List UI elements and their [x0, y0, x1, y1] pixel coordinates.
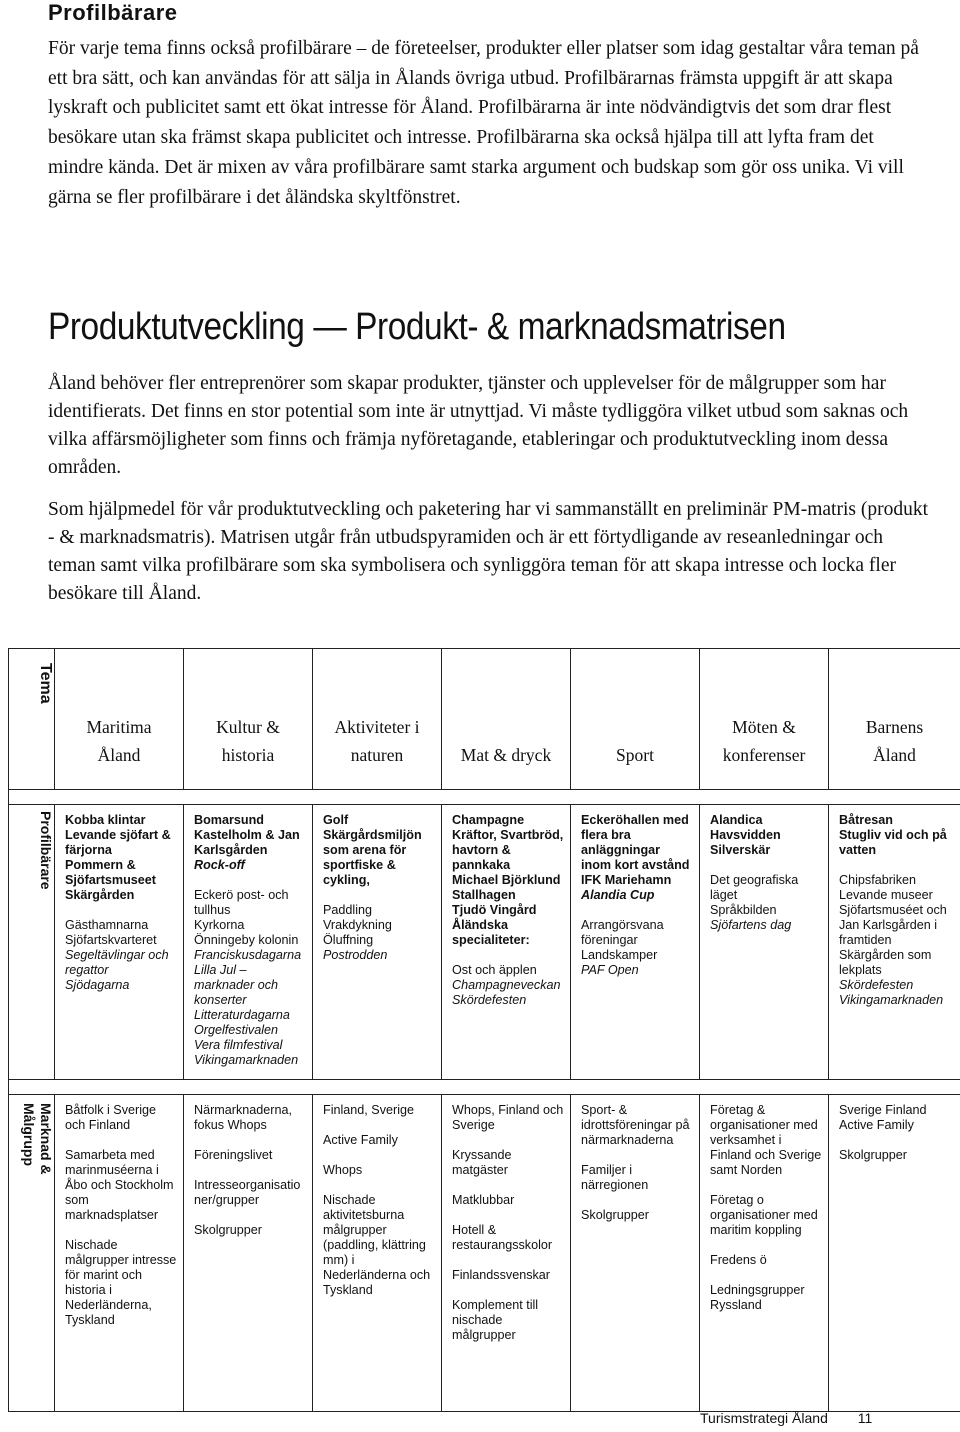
cell-line: Vikingamarknaden: [194, 1053, 299, 1067]
cell-line: Finlandssvenskar: [452, 1268, 550, 1282]
theme-label: Möten & konferenser: [722, 717, 806, 765]
line-gap: [581, 903, 693, 918]
cell-line: Kobba klintar: [65, 813, 146, 827]
cell-line: Skolgrupper: [194, 1223, 262, 1237]
cell-line: Ledningsgrupper Ryssland: [710, 1283, 805, 1312]
line-gap: [65, 1133, 177, 1148]
theme-label: Barnens Åland: [865, 717, 924, 765]
section-heading-profilbarare: Profilbärare: [48, 0, 178, 25]
page-footer: [700, 1410, 898, 1426]
marknad-cell: [442, 1095, 571, 1412]
cell-line: Paddling: [323, 903, 373, 917]
pm-matrix-table: [8, 648, 960, 1412]
row-header-tema: [9, 649, 55, 790]
cell-line: Eckerö post- och tullhus: [194, 888, 289, 917]
footer-title: Turismstrategi Åland: [700, 1410, 828, 1426]
profilbarare-paragraph: För varje tema finns också profilbärare – de företeelser, produkter eller platser som idag gestaltar våra teman på ett bra sätt, och kan användas för att sälja in Ålands övriga utbud. Profilbärarnas främsta uppgift är att skapa lyskraft och publicitet samt ett ökat intresse för Åland. Profilbärarna är inte nödvändigtvis det som drar flest besökare utan ska främst skapa publicitet och intresse. Profilbärarna ska också hjälpa till att lyfta fram det mindre kända. Det är mixen av våra profilbärare samt starka argument och budskap som gör oss unika. Vi vill gärna se fler profilbärare i det åländska skyltfönstret.: [48, 38, 919, 208]
line-gap: [839, 1133, 954, 1148]
cell-line: Litteraturdagarna: [194, 1008, 290, 1022]
cell-line: Sjödagarna: [65, 978, 130, 992]
cell-line: Intresseorganisatio ner/grupper: [194, 1178, 301, 1207]
cell-line: Fredens ö: [710, 1253, 767, 1267]
cell-line: Chipsfabriken: [839, 873, 917, 887]
theme-header-cell: [571, 649, 700, 790]
cell-line: Föreningslivet: [194, 1148, 273, 1162]
cell-line: Champagneveckan: [452, 978, 561, 992]
line-gap: [710, 1238, 822, 1253]
marknad-cell: [571, 1095, 700, 1412]
row-header-profilbarare: [9, 805, 55, 1080]
theme-label: Sport: [616, 745, 654, 765]
line-gap: [710, 1268, 822, 1283]
cell-line: Stugliv vid och på vatten: [839, 828, 947, 857]
cell-line: Skördefesten: [839, 978, 914, 992]
matrix-row-spacer: [9, 1080, 960, 1095]
cell-line: Åländska specialiteter:: [452, 918, 530, 947]
cell-line: Vera filmfestival: [194, 1038, 283, 1052]
cell-line: Stallhagen: [452, 888, 516, 902]
line-gap: [710, 858, 822, 873]
cell-line: Företag o organisationer med maritim koppling: [710, 1193, 818, 1237]
matrix-row-tema: [9, 649, 960, 790]
cell-line: Bomarsund: [194, 813, 264, 827]
cell-line: Nischade aktivitetsburna målgrupper (paddling, klättring mm) i Nederländerna och Tyskland: [323, 1193, 431, 1297]
line-gap: [581, 1193, 693, 1208]
section-heading-produktutveckling: Produktutveckling — Produkt- & marknadsmatrisen: [48, 306, 786, 348]
cell-line: Golf: [323, 813, 349, 827]
line-gap: [323, 1118, 435, 1133]
line-gap: [65, 903, 177, 918]
cell-line: Sport- & idrottsföreningar på närmarknaderna: [581, 1103, 690, 1147]
produktutveckling-paragraph-1: Åland behöver fler entreprenörer som skapar produkter, tjänster och upplevelser för de målgrupper som har identifierats. Det finns en stor potential som inte är utnyttjad. Vi måste tydliggöra vilket utbud som saknas och vilka affärsmöjligheter som finns och främja nyföretagande, etableringar och produktutveckling inom dessa områden.: [48, 373, 909, 478]
cell-line: Sverige Finland: [839, 1103, 927, 1117]
line-gap: [452, 1283, 564, 1298]
cell-line: Vikingamarknaden: [839, 993, 944, 1007]
cell-line: Nischade målgrupper intresse för marint och historia i Nederländerna, Tyskland: [65, 1238, 177, 1327]
cell-line: Hotell & restaurangsskolor: [452, 1223, 553, 1252]
theme-header-cell: [700, 649, 829, 790]
cell-line: Skolgrupper: [581, 1208, 649, 1222]
cell-line: Ost och äpplen: [452, 963, 537, 977]
cell-line: Skärgårdsmiljön som arena för sportfiske & cykling,: [323, 828, 422, 887]
cell-line: Champagne: [452, 813, 525, 827]
cell-line: Alandia Cup: [581, 888, 655, 902]
profilbarare-cell: [442, 805, 571, 1080]
cell-line: Företag & organisationer med verksamhet i Finland och Sverige samt Norden: [710, 1103, 822, 1177]
cell-line: Familjer i närregionen: [581, 1163, 649, 1192]
cell-line: Skördefesten: [452, 993, 527, 1007]
row-spacer-cell: [9, 1080, 960, 1095]
marknad-cell: [313, 1095, 442, 1412]
line-gap: [452, 948, 564, 963]
cell-line: Pommern & Sjöfartsmuseet: [65, 858, 156, 887]
cell-line: Närmarknaderna, fokus Whops: [194, 1103, 292, 1132]
theme-label: Aktiviteter i naturen: [334, 717, 420, 765]
cell-line: Båtfolk i Sverige och Finland: [65, 1103, 156, 1132]
cell-line: Gästhamnarna: [65, 918, 149, 932]
cell-line: Segeltävlingar och regattor: [65, 948, 169, 977]
profilbarare-cell: [184, 805, 313, 1080]
cell-line: PAF Open: [581, 963, 639, 977]
cell-line: Orgelfestivalen: [194, 1023, 278, 1037]
line-gap: [323, 1148, 435, 1163]
row-spacer-cell: [9, 790, 960, 805]
cell-line: Michael Björklund: [452, 873, 561, 887]
row-label-tema: Tema: [37, 663, 54, 704]
line-gap: [839, 858, 954, 873]
line-gap: [452, 1208, 564, 1223]
cell-line: Whops: [323, 1163, 363, 1177]
produktutveckling-paragraph-2: Som hjälpmedel för vår produktutveckling och paketering har vi sammanställt en preliminär PM-matris (produkt - & marknadsmatris). Matrisen utgår från utbudspyramiden och är ett förtydligande av reseanledningar och teman samt vilka profilbärare som ska symbolisera och synliggöra teman för att skapa intresse och locka fler besökare till Åland.: [48, 499, 928, 604]
profilbarare-cell: [313, 805, 442, 1080]
line-gap: [323, 1178, 435, 1193]
theme-label: Maritima Åland: [86, 717, 152, 765]
theme-label: Kultur & historia: [216, 717, 280, 765]
marknad-cell: [829, 1095, 960, 1412]
cell-line: Sjöfartskvarteret: [65, 933, 157, 947]
cell-line: Levande museer: [839, 888, 933, 902]
line-gap: [65, 1223, 177, 1238]
cell-line: Franciskusdagarna: [194, 948, 302, 962]
cell-line: Skolgrupper: [839, 1148, 907, 1162]
theme-header-cell: [55, 649, 184, 790]
line-gap: [452, 1178, 564, 1193]
cell-line: Eckeröhallen med flera bra anläggningar inom kort avstånd: [581, 813, 690, 872]
cell-line: Whops, Finland och Sverige: [452, 1103, 564, 1132]
cell-line: Alandica: [710, 813, 763, 827]
cell-line: Vrakdykning: [323, 918, 392, 932]
cell-line: Samarbeta med marinmuséerna i Åbo och Stockholm som marknadsplatser: [65, 1148, 174, 1222]
cell-line: Kastelholm & Jan Karlsgården: [194, 828, 300, 857]
matrix-row-marknad: [9, 1095, 960, 1412]
line-gap: [452, 1253, 564, 1268]
cell-line: Active Family: [839, 1118, 914, 1132]
line-gap: [581, 1148, 693, 1163]
theme-header-cell: [829, 649, 960, 790]
row-label-profilbarare: Profilbärare: [38, 811, 54, 890]
cell-line: IFK Mariehamn: [581, 873, 672, 887]
cell-line: Önningeby kolonin: [194, 933, 299, 947]
line-gap: [452, 1133, 564, 1148]
marknad-cell: [55, 1095, 184, 1412]
cell-line: Kryssande matgäster: [452, 1148, 512, 1177]
cell-line: Havsvidden: [710, 828, 781, 842]
line-gap: [194, 1208, 306, 1223]
profilbarare-cell: [700, 805, 829, 1080]
cell-line: Öluffning: [323, 933, 374, 947]
cell-line: Båtresan: [839, 813, 893, 827]
cell-line: Rock-off: [194, 858, 245, 872]
cell-line: Kyrkorna: [194, 918, 245, 932]
cell-line: Levande sjöfart & färjorna: [65, 828, 171, 857]
row-header-marknad: [9, 1095, 55, 1412]
cell-line: Landskamper: [581, 948, 658, 962]
theme-header-cell: [442, 649, 571, 790]
cell-line: Arrangörsvana föreningar: [581, 918, 664, 947]
line-gap: [710, 1178, 822, 1193]
cell-line: Silverskär: [710, 843, 771, 857]
marknad-cell: [184, 1095, 313, 1412]
cell-line: Finland, Sverige: [323, 1103, 415, 1117]
cell-line: Lilla Jul – marknader och konserter: [194, 963, 278, 1007]
cell-line: Sjöfartsmuséet och Jan Karlsgården i framtiden: [839, 903, 947, 947]
cell-line: Tjudö Vingård: [452, 903, 537, 917]
theme-header-cell: [313, 649, 442, 790]
profilbarare-cell: [571, 805, 700, 1080]
cell-line: Skärgården: [65, 888, 135, 902]
line-gap: [194, 1163, 306, 1178]
line-gap: [194, 1133, 306, 1148]
matrix-row-spacer: [9, 790, 960, 805]
cell-line: Komplement till nischade målgrupper: [452, 1298, 539, 1342]
cell-line: Skärgården som lekplats: [839, 948, 932, 977]
line-gap: [194, 873, 306, 888]
profilbarare-cell: [829, 805, 960, 1080]
cell-line: Matklubbar: [452, 1193, 515, 1207]
cell-line: Det geografiska läget: [710, 873, 799, 902]
cell-line: Postrodden: [323, 948, 388, 962]
theme-header-cell: [184, 649, 313, 790]
cell-line: Kräftor, Svartbröd, havtorn & pannkaka: [452, 828, 564, 872]
cell-line: Active Family: [323, 1133, 398, 1147]
marknad-cell: [700, 1095, 829, 1412]
row-label-marknad: Marknad & Målgrupp: [21, 1103, 54, 1175]
line-gap: [323, 888, 435, 903]
profilbarare-cell: [55, 805, 184, 1080]
page-number: 11: [857, 1410, 873, 1426]
matrix-row-profilbarare: [9, 805, 960, 1080]
cell-line: Sjöfartens dag: [710, 918, 792, 932]
cell-line: Språkbilden: [710, 903, 777, 917]
theme-label: Mat & dryck: [460, 745, 552, 765]
